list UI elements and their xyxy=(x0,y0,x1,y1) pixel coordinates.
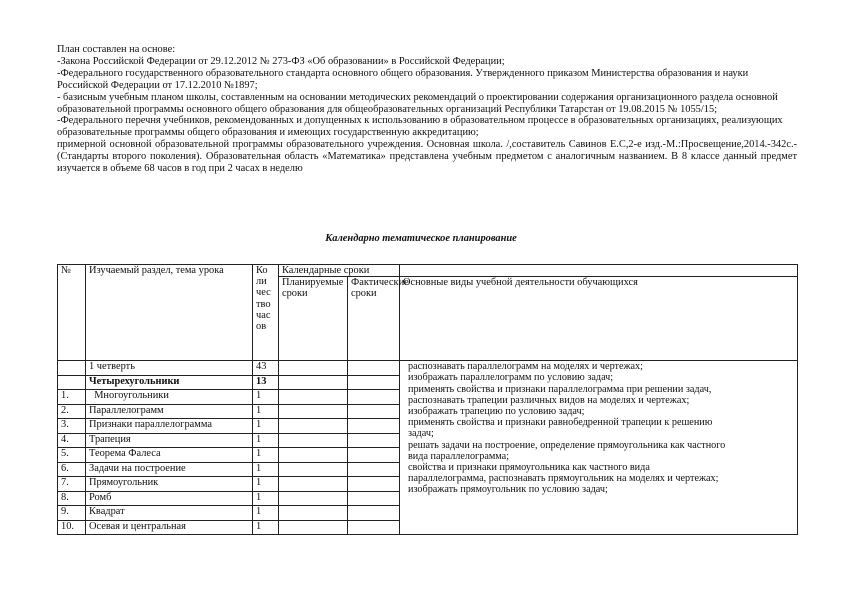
row-actual xyxy=(348,361,400,376)
row-topic: 1 четверть xyxy=(86,361,253,376)
activity-item: вида параллелограмма; xyxy=(408,450,510,462)
row-topic: Осевая и центральная xyxy=(86,520,253,535)
header-activities: Основные виды учебной деятельности обучающихся xyxy=(400,277,798,361)
row-hours: 1 xyxy=(253,506,279,521)
row-planned xyxy=(279,506,348,521)
intro-line: примерной основной образовательной программы образовательного учреждения. Основная школа. /,составитель Савинов Е.С,2-е изд.-М.:Просвещение,2014.-342с.-(Стандарты второго поколения). Образовательная область «Математика» представлена учебным предметом с аналогичным названием. В 8 классе данный предмет изучается в объеме 68 часов в год при 2 часах в неделю xyxy=(57,139,797,175)
row-actual xyxy=(348,506,400,521)
intro-line: -Федерального перечня учебников, рекомендованных и допущенных к использованию в образовательном процессе в образовательных организациях, реализующих образовательные программы общего образования и имеющих государственную аккредитацию; xyxy=(57,115,783,139)
header-activities-empty xyxy=(400,265,798,277)
row-actual xyxy=(348,520,400,535)
activity-item: свойства и признаки прямоугольника как частного вида xyxy=(408,462,650,474)
row-planned xyxy=(279,361,348,376)
row-hours: 1 xyxy=(253,433,279,448)
row-topic: Четырехугольники xyxy=(86,375,253,390)
intro-line: -Закона Российской Федерации от 29.12.2012 № 273-ФЗ «Об образовании» в Российской Федерации; xyxy=(57,55,505,67)
row-number: 9. xyxy=(58,506,86,521)
row-planned xyxy=(279,390,348,405)
header-actual: Фактические сроки xyxy=(348,277,400,361)
header-section: Изучаемый раздел, тема урока xyxy=(86,265,253,361)
page-title: Календарно тематическое планирование xyxy=(325,233,517,244)
row-topic: Квадрат xyxy=(86,506,253,521)
activity-item: задач; xyxy=(408,428,434,440)
row-topic: Признаки параллелограмма xyxy=(86,419,253,434)
header-hours: Ко ли чес тво час ов xyxy=(253,265,279,361)
row-number xyxy=(58,375,86,390)
activity-item: применять свойства и признаки параллелограмма при решении задач, xyxy=(408,383,712,395)
row-hours: 1 xyxy=(253,448,279,463)
row-actual xyxy=(348,462,400,477)
activity-item: изображать параллелограмм по условию задач; xyxy=(408,372,614,384)
row-planned xyxy=(279,477,348,492)
activity-item: распознавать трапеции различных видов на моделях и чертежах; xyxy=(408,394,690,406)
row-topic: Ромб xyxy=(86,491,253,506)
row-number: 7. xyxy=(58,477,86,492)
activity-item: изображать трапецию по условию задач; xyxy=(408,406,585,418)
activities-cell xyxy=(400,361,798,535)
header-calendar: Календарные сроки xyxy=(279,265,400,277)
intro-line: -Федерального государственного образовательного стандарта основного общего образования. Утвержденного приказом Министерства образования и науки Российской Федерации от 17.12.2010 №1897; xyxy=(57,67,749,91)
header-num: № xyxy=(58,265,86,361)
intro-text xyxy=(57,44,797,175)
row-topic: Прямоугольник xyxy=(86,477,253,492)
row-topic: Многоугольники xyxy=(86,390,253,405)
row-number: 5. xyxy=(58,448,86,463)
row-hours: 13 xyxy=(253,375,279,390)
table-row xyxy=(58,361,798,376)
intro-line: План составлен на основе: xyxy=(57,44,176,55)
row-topic: Трапеция xyxy=(86,433,253,448)
row-number: 6. xyxy=(58,462,86,477)
row-number: 1. xyxy=(58,390,86,405)
row-planned xyxy=(279,491,348,506)
row-hours: 1 xyxy=(253,491,279,506)
row-hours: 1 xyxy=(253,462,279,477)
activity-item: решать задачи на построение, определение прямоугольника как частного xyxy=(408,439,726,451)
row-hours: 1 xyxy=(253,419,279,434)
row-planned xyxy=(279,433,348,448)
row-planned xyxy=(279,448,348,463)
row-hours: 1 xyxy=(253,390,279,405)
row-number: 3. xyxy=(58,419,86,434)
row-actual xyxy=(348,433,400,448)
row-topic: Параллелограмм xyxy=(86,404,253,419)
table-header-row xyxy=(58,265,798,277)
row-hours: 1 xyxy=(253,520,279,535)
row-planned xyxy=(279,462,348,477)
row-hours: 43 xyxy=(253,361,279,376)
row-hours: 1 xyxy=(253,404,279,419)
row-number: 2. xyxy=(58,404,86,419)
intro-line: - базисным учебным планом школы, составленным на основании методических рекомендаций о проектировании содержания организационного раздела основной образовательной программы основного общего образования для общеобразовательных организаций Республики Татарстан от 19.08.2015 № 1055/15; xyxy=(57,91,778,115)
row-number: 10. xyxy=(58,520,86,535)
row-actual xyxy=(348,404,400,419)
row-number xyxy=(58,361,86,376)
row-number: 8. xyxy=(58,491,86,506)
plan-table xyxy=(57,264,798,535)
row-topic: Теорема Фалеса xyxy=(86,448,253,463)
row-planned xyxy=(279,404,348,419)
activity-item: применять свойства и признаки равнобедренной трапеции к решению xyxy=(408,417,713,429)
row-planned xyxy=(279,419,348,434)
row-hours: 1 xyxy=(253,477,279,492)
row-actual xyxy=(348,448,400,463)
row-actual xyxy=(348,375,400,390)
row-actual xyxy=(348,390,400,405)
row-actual xyxy=(348,419,400,434)
activity-item: распознавать параллелограмм на моделях и чертежах; xyxy=(408,361,643,373)
row-topic: Задачи на построение xyxy=(86,462,253,477)
row-actual xyxy=(348,491,400,506)
row-actual xyxy=(348,477,400,492)
activity-item: изображать прямоугольник по условию задач; xyxy=(408,484,608,496)
header-planned: Планируемые сроки xyxy=(279,277,348,361)
row-number: 4. xyxy=(58,433,86,448)
row-planned xyxy=(279,520,348,535)
activity-item: параллелограмма, распознавать прямоугольник на моделях и чертежах; xyxy=(408,473,719,485)
row-planned xyxy=(279,375,348,390)
